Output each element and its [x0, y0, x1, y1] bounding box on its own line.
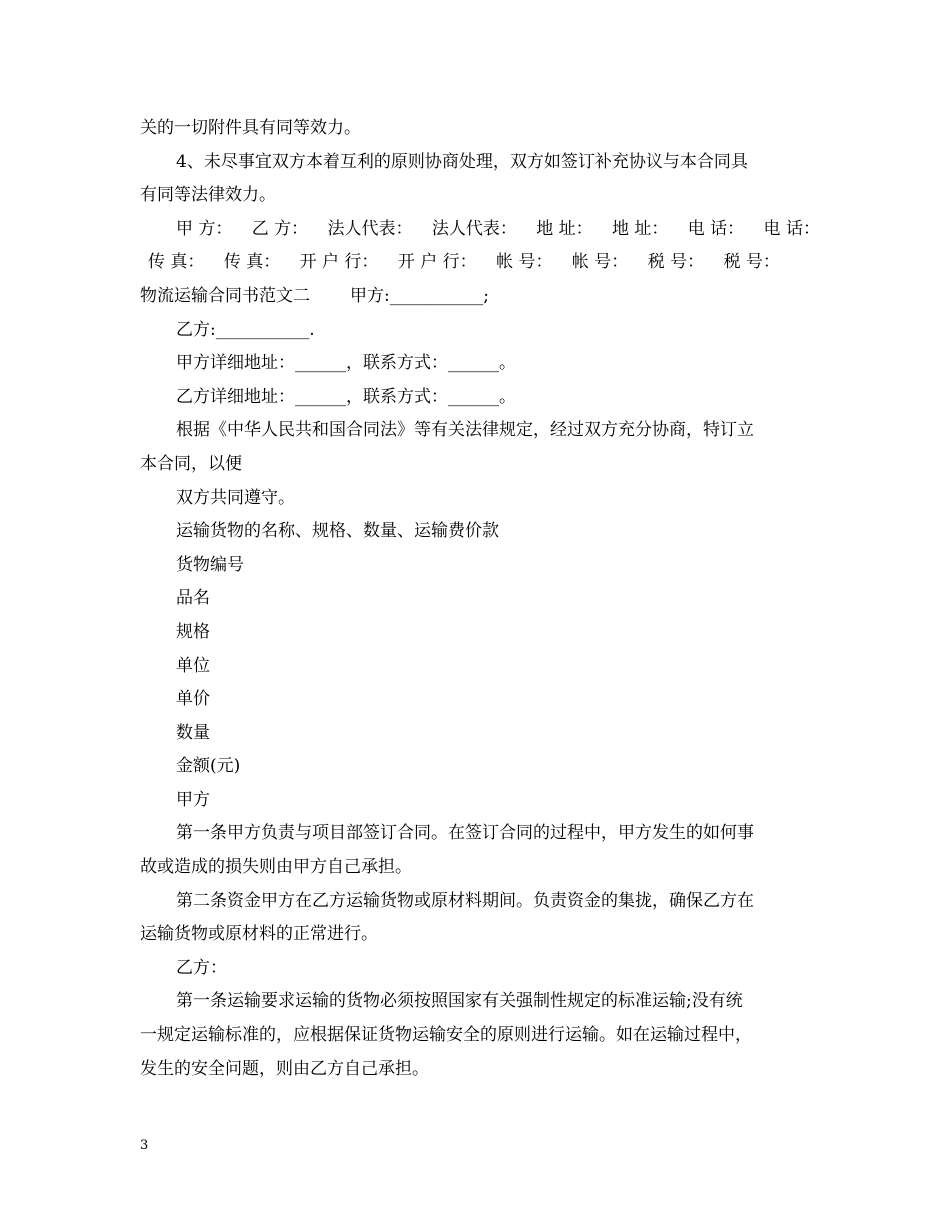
paragraph-line: 乙方:___________. [176, 319, 315, 340]
paragraph-line: 单价 [176, 689, 210, 710]
paragraph-line: 双方共同遵守。 [176, 487, 295, 508]
signature-field: 开 户 行： [299, 252, 379, 273]
paragraph-line: 关的一切附件具有同等效力。 [140, 118, 361, 138]
signature-field: 法人代表： [327, 218, 413, 239]
signature-field: 传 真： [148, 252, 205, 273]
paragraph-line: 有同等法律效力。 [140, 185, 276, 206]
signature-field: 地 址： [536, 218, 593, 239]
signature-field: 甲 方： [176, 218, 233, 239]
paragraph-line: 金额(元) [176, 756, 241, 777]
contract-body [140, 314, 820, 1087]
paragraph-line: 第二条资金甲方在乙方运输货物或原材料期间。负责资金的集拢，确保乙方在 [176, 890, 754, 911]
signature-field: 税 号： [647, 252, 705, 273]
paragraph-line: 甲方详细地址：______，联系方式：______。 [176, 353, 516, 374]
paragraph-line: 单位 [176, 655, 210, 676]
paragraph-line: 根据《中华人民共和国合同法》等有关法律规定，经过双方充分协商，特订立 [176, 420, 754, 441]
paragraph-line: 乙方详细地址：______，联系方式：______。 [176, 386, 516, 407]
signature-field: 地 址： [612, 218, 669, 239]
paragraph-line: 第一条运输要求运输的货物必须按照国家有关强制性规定的标准运输;没有统 [176, 991, 743, 1012]
paragraph-line: 发生的安全问题，则由乙方自己承担。 [140, 1058, 429, 1079]
signature-field: 法人代表： [431, 218, 517, 239]
paragraph-line: 甲方 [176, 789, 210, 810]
paragraph-line: 乙方： [176, 957, 227, 978]
signature-field: 帐 号： [571, 252, 629, 273]
paragraph-line: 故或造成的损失则由甲方自己承担。 [140, 857, 412, 878]
page-number: 3 [140, 1138, 149, 1153]
signature-row-1 [140, 213, 820, 247]
signature-field: 电 话： [687, 218, 745, 239]
paragraph-line: 第一条甲方负责与项目部签订合同。在签订合同的过程中，甲方发生的如何事 [176, 823, 754, 844]
signature-field: 传 真： [223, 252, 281, 273]
paragraph-line: 品名 [176, 588, 210, 609]
paragraph-line: 运输货物或原材料的正常进行。 [140, 924, 378, 945]
paragraph-line: 运输货物的名称、规格、数量、运输费价款 [176, 521, 499, 542]
paragraph-line: 数量 [176, 722, 210, 743]
signature-field: 电 话： [763, 218, 820, 239]
contract-title-line [140, 280, 820, 314]
document-body [140, 112, 820, 1086]
paragraph-line: 货物编号 [176, 554, 244, 575]
signature-field: 开 户 行： [397, 252, 477, 273]
signature-row-2 [140, 246, 820, 280]
paragraph-line: 一规定运输标准的，应根据保证货物运输安全的原则进行运输。如在运输过程中， [140, 1025, 752, 1046]
signature-field: 帐 号： [496, 252, 553, 273]
signature-field: 税 号： [723, 252, 780, 273]
party-a-field: 甲方:___________; [350, 285, 489, 306]
paragraph-line: 4、未尽事宜双方本着互利的原则协商处理，双方如签订补充协议与本合同具 [176, 151, 748, 172]
paragraph-line: 规格 [176, 621, 210, 642]
contract-title: 物流运输合同书范文二 [140, 285, 310, 306]
signature-field: 乙 方： [251, 218, 309, 239]
paragraph-line: 本合同，以便 [140, 453, 242, 474]
